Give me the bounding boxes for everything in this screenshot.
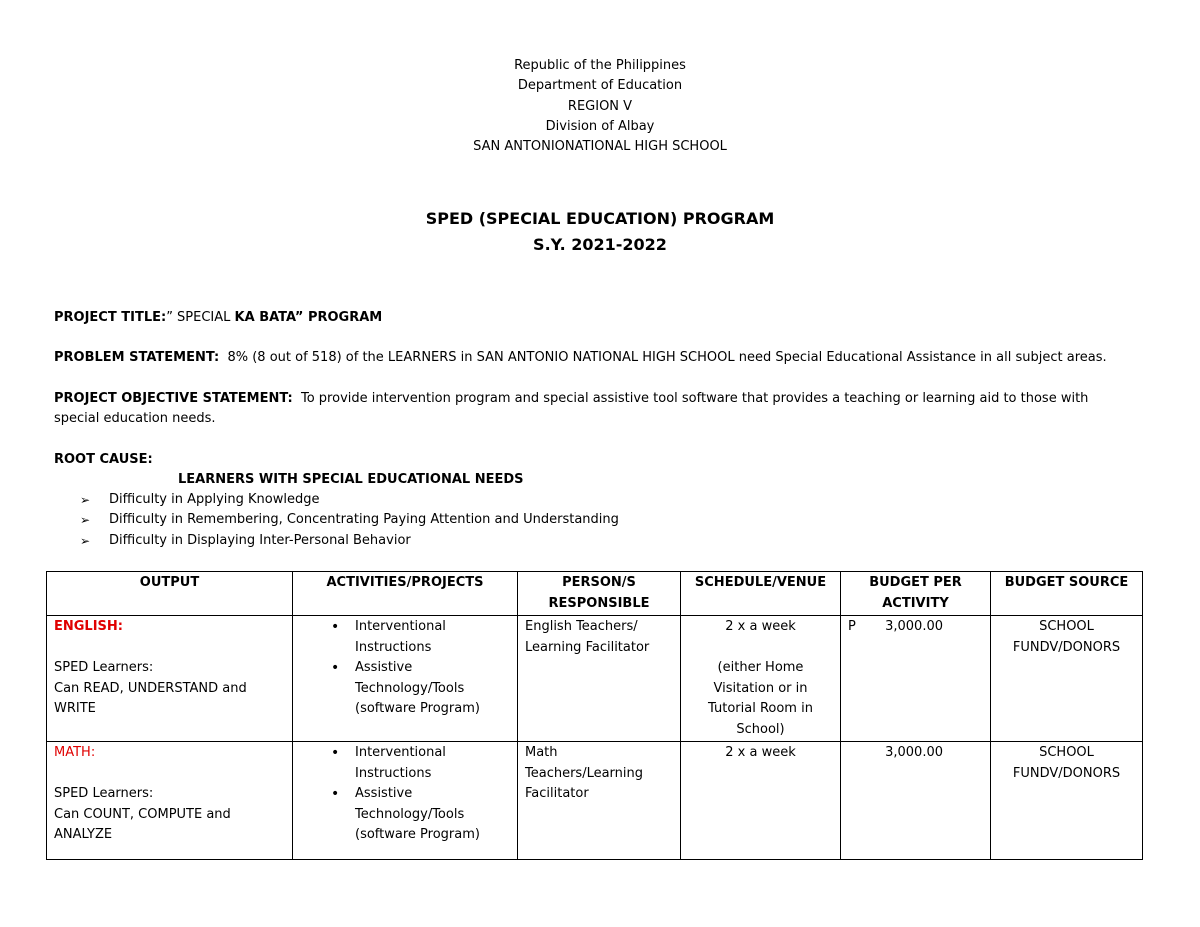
program-title-block <box>0 206 1200 258</box>
output-cell <box>47 616 293 742</box>
project-title <box>54 308 1144 328</box>
root-cause-subheading: LEARNERS WITH SPECIAL EDUCATIONAL NEEDS <box>178 472 524 487</box>
header-budget: BUDGET PER ACTIVITY <box>841 572 991 616</box>
table-row <box>47 616 1143 742</box>
budget-cell <box>841 742 991 860</box>
problem-statement <box>54 348 1144 368</box>
table-row <box>47 742 1143 860</box>
table-header-row <box>47 572 1143 616</box>
root-cause-list <box>80 490 619 551</box>
letterhead <box>0 56 1200 157</box>
budget-amount: 3,000.00 <box>885 619 943 634</box>
list-item: • Assistive Technology/Tools (software Program) <box>331 660 480 716</box>
header-activities: ACTIVITIES/PROJECTS <box>293 572 518 616</box>
arrow-bullet-icon: ➢ <box>80 513 91 528</box>
learners-label: SPED Learners: <box>54 660 154 675</box>
list-item: ➢ Difficulty in Displaying Inter-Personal Behavior <box>80 531 619 551</box>
person-cell: Math Teachers/Learning Facilitator <box>518 742 681 860</box>
objective-statement <box>54 389 1114 429</box>
project-title-label: PROJECT TITLE: <box>54 310 167 325</box>
source-cell: SCHOOL FUNDV/DONORS <box>991 616 1143 742</box>
budget-amount: 3,000.00 <box>885 745 943 760</box>
subject-label: ENGLISH: <box>54 619 123 634</box>
objective-statement-label: PROJECT OBJECTIVE STATEMENT: <box>54 391 293 406</box>
subject-label: MATH: <box>54 745 96 760</box>
project-title-value-plain: ” SPECIAL <box>166 310 235 325</box>
bullet-icon: • <box>331 786 340 802</box>
program-plan-table <box>46 571 1143 860</box>
header-department: Department of Education <box>517 78 683 94</box>
root-cause-label: ROOT CAUSE: <box>54 452 153 467</box>
header-person: PERSON/S RESPONSIBLE <box>518 572 681 616</box>
list-item: ➢ Difficulty in Remembering, Concentrating Paying Attention and Understanding <box>80 510 619 530</box>
list-item: • Interventional Instructions <box>331 619 446 655</box>
header-school: SAN ANTONIONATIONAL HIGH SCHOOL <box>473 139 727 155</box>
arrow-bullet-icon: ➢ <box>80 533 91 548</box>
arrow-bullet-icon: ➢ <box>80 493 91 507</box>
header-output: OUTPUT <box>47 572 293 616</box>
bullet-icon: • <box>331 619 340 635</box>
problem-statement-text: 8% (8 out of 518) of the LEARNERS in SAN ANTONIO NATIONAL HIGH SCHOOL need Special Educational Assistance in all subject areas. <box>227 350 1107 365</box>
header-schedule: SCHEDULE/VENUE <box>681 572 841 616</box>
person-cell: English Teachers/ Learning Facilitator <box>518 616 681 742</box>
list-item: ➢ Difficulty in Applying Knowledge <box>80 490 619 510</box>
project-title-value-bold: KA BATA” PROGRAM <box>234 310 383 325</box>
header-division: Division of Albay <box>545 118 655 134</box>
activities-cell <box>293 616 518 742</box>
header-source: BUDGET SOURCE <box>991 572 1143 616</box>
problem-statement-label: PROBLEM STATEMENT: <box>54 350 220 365</box>
venue-text: (either Home Visitation or in Tutorial Room in School) <box>708 660 813 737</box>
bullet-icon: • <box>331 660 340 676</box>
objective-statement-text: To provide intervention program and special assistive tool software that provides a teaching or learning aid to those with special education needs. <box>54 391 1089 426</box>
list-item: • Interventional Instructions <box>331 745 446 781</box>
skills-text: Can COUNT, COMPUTE and ANALYZE <box>54 806 231 842</box>
schedule-cell: 2 x a week <box>681 742 841 860</box>
program-title: SPED (SPECIAL EDUCATION) PROGRAM <box>425 209 775 228</box>
header-republic: Republic of the Philippines <box>514 58 686 73</box>
school-year: S.Y. 2021-2022 <box>533 235 667 254</box>
schedule-cell <box>681 616 841 742</box>
activities-cell <box>293 742 518 860</box>
schedule-text: 2 x a week <box>725 619 796 634</box>
source-cell: SCHOOL FUNDV/DONORS <box>991 742 1143 860</box>
output-cell <box>47 742 293 860</box>
learners-label: SPED Learners: <box>54 786 154 801</box>
header-region: REGION V <box>567 98 633 114</box>
list-item: • Assistive Technology/Tools (software Program) <box>331 786 480 842</box>
budget-cell <box>841 616 991 742</box>
bullet-icon: • <box>331 745 340 761</box>
currency-label: P <box>848 619 856 634</box>
skills-text: Can READ, UNDERSTAND and WRITE <box>54 680 247 716</box>
